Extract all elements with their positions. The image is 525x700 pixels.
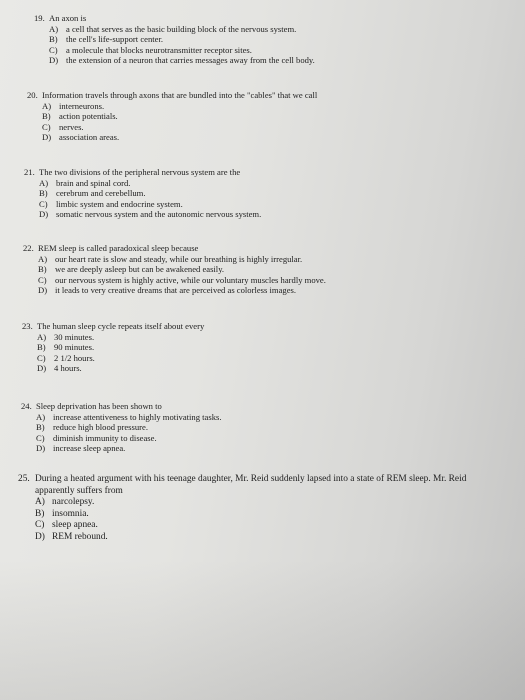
answer-option: [49, 24, 454, 35]
option-letter: D): [39, 209, 49, 219]
option-text: 2 1/2 hours.: [54, 352, 95, 363]
option-text: our heart rate is slow and steady, while our breathing is highly irregular.: [55, 253, 303, 264]
option-text: the cell's life-support center.: [66, 34, 163, 44]
question-stem: [18, 474, 508, 497]
option-letter: C): [42, 121, 51, 132]
option-letter: D): [36, 443, 46, 453]
option-text: action potentials.: [59, 111, 118, 121]
option-text: it leads to very creative dreams that are perceived as colorless images.: [55, 285, 296, 295]
question-text: The two divisions of the peripheral nervous system are the: [39, 167, 241, 177]
option-text: association areas.: [59, 132, 120, 142]
option-letter: A): [49, 23, 59, 34]
option-letter: C): [36, 432, 45, 443]
question-22: [23, 243, 463, 296]
option-letter: B): [42, 111, 51, 121]
question-stem: [22, 321, 442, 332]
option-letter: D): [42, 132, 52, 142]
option-text: our nervous system is highly active, while our voluntary muscles hardly move.: [55, 274, 326, 285]
answer-option: [35, 532, 508, 544]
option-text: sleep apnea.: [52, 520, 98, 530]
question-stem: [24, 167, 444, 178]
question-text: Information travels through axons that are bundled into the "cables" that we call: [42, 90, 318, 100]
option-letter: B): [35, 508, 45, 519]
answer-option: [49, 55, 454, 66]
answer-option: [35, 497, 508, 509]
answer-option: [36, 443, 441, 454]
option-letter: B): [37, 342, 46, 352]
question-number: 19.: [34, 13, 45, 23]
question-number: 25.: [18, 474, 30, 484]
question-20: [27, 90, 447, 143]
option-letter: C): [38, 274, 47, 285]
question-24: [21, 401, 441, 454]
answer-option: [39, 178, 444, 189]
option-text: nerves.: [59, 121, 84, 132]
option-letter: A): [38, 253, 48, 264]
question-text: REM sleep is called paradoxical sleep because: [38, 243, 199, 253]
option-text: brain and spinal cord.: [56, 177, 131, 188]
question-number: 22.: [23, 243, 34, 253]
option-letter: C): [35, 520, 45, 530]
question-text: Sleep deprivation has been shown to: [36, 401, 162, 411]
answer-option: [39, 199, 444, 210]
question-number: 23.: [22, 321, 33, 331]
option-text: insomnia.: [52, 508, 89, 519]
option-text: interneurons.: [59, 100, 105, 111]
answer-option: [35, 520, 508, 532]
answer-option: [37, 342, 442, 353]
option-letter: A): [39, 177, 49, 188]
option-text: narcolepsy.: [52, 497, 95, 507]
question-text: An axon is: [49, 13, 87, 23]
answer-option: [37, 332, 442, 343]
answer-option: [36, 422, 441, 433]
answer-option: [42, 132, 447, 143]
answer-option: [42, 111, 447, 122]
question-number: 24.: [21, 401, 32, 411]
answer-option: [39, 209, 444, 220]
question-25: [18, 474, 508, 543]
option-text: diminish immunity to disease.: [53, 432, 157, 443]
option-text: 4 hours.: [54, 363, 82, 373]
question-stem: [34, 13, 454, 24]
answer-option: [49, 45, 454, 56]
answer-option: [35, 509, 508, 521]
option-letter: A): [42, 100, 52, 111]
option-letter: D): [35, 531, 45, 542]
question-19: [34, 13, 454, 66]
option-letter: C): [39, 198, 48, 209]
question-21: [24, 167, 444, 220]
option-text: a molecule that blocks neurotransmitter receptor sites.: [66, 44, 252, 55]
option-letter: C): [49, 44, 58, 55]
answer-option: [36, 412, 441, 423]
question-stem: [21, 401, 441, 412]
option-letter: A): [35, 497, 45, 507]
option-letter: C): [37, 352, 46, 363]
answer-option: [49, 34, 454, 45]
option-text: increase sleep apnea.: [53, 443, 126, 453]
answer-option: [39, 188, 444, 199]
option-text: cerebrum and cerebellum.: [56, 188, 146, 198]
question-stem: [23, 243, 463, 254]
answer-option: [36, 433, 441, 444]
option-letter: B): [36, 422, 45, 432]
question-number: 21.: [24, 167, 35, 177]
option-text: we are deeply asleep but can be awakened easily.: [55, 264, 225, 274]
question-text: During a heated argument with his teenage daughter, Mr. Reid suddenly lapsed into a state of REM sleep. Mr. Reid apparently suffers from: [35, 474, 467, 496]
option-letter: B): [38, 264, 47, 274]
question-number: 20.: [27, 90, 38, 100]
option-letter: A): [36, 411, 46, 422]
option-letter: B): [39, 188, 48, 198]
option-text: 30 minutes.: [54, 331, 95, 342]
answer-option: [42, 122, 447, 133]
question-23: [22, 321, 442, 374]
answer-option: [37, 353, 442, 364]
option-text: limbic system and endocrine system.: [56, 198, 183, 209]
option-letter: B): [49, 34, 58, 44]
answer-option: [38, 285, 463, 296]
answer-option: [38, 254, 463, 265]
answer-option: [42, 101, 447, 112]
option-text: REM rebound.: [52, 531, 108, 542]
option-text: a cell that serves as the basic building block of the nervous system.: [66, 23, 297, 34]
option-letter: D): [37, 363, 47, 373]
option-letter: A): [37, 331, 47, 342]
question-stem: [27, 90, 447, 101]
option-text: 90 minutes.: [54, 342, 95, 352]
answer-option: [38, 275, 463, 286]
option-letter: D): [38, 285, 48, 295]
option-text: increase attentiveness to highly motivating tasks.: [53, 411, 222, 422]
option-text: the extension of a neuron that carries messages away from the cell body.: [66, 55, 315, 65]
option-text: reduce high blood pressure.: [53, 422, 148, 432]
option-text: somatic nervous system and the autonomic nervous system.: [56, 209, 262, 219]
option-letter: D): [49, 55, 59, 65]
question-text: The human sleep cycle repeats itself about every: [37, 321, 205, 331]
answer-option: [37, 363, 442, 374]
answer-option: [38, 264, 463, 275]
